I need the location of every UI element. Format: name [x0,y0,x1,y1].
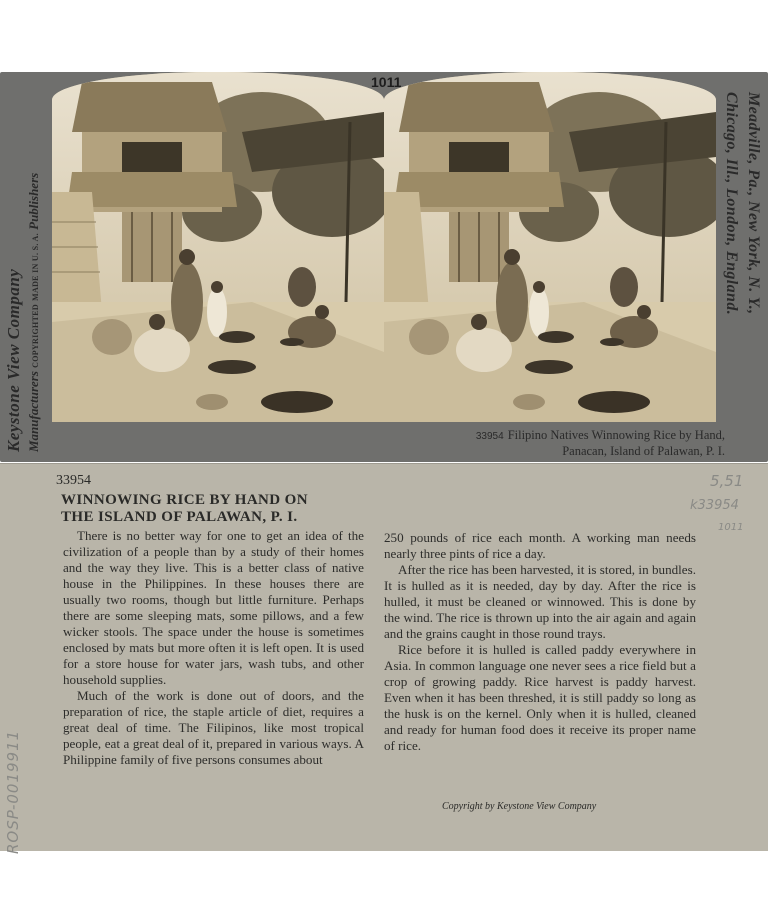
back-title [61,492,371,526]
handwritten-note-1: 5,51 [710,472,744,490]
stereo-photo-right [384,72,716,422]
text-column-right [384,530,696,754]
publisher-imprint-right [714,92,764,452]
copyrighted-label: COPYRIGHTED [31,304,40,368]
title-line2: THE ISLAND OF PALAWAN, P. I. [61,509,298,525]
stereocard-back [0,463,768,854]
back-card-number: 33954 [56,473,91,488]
publisher-cities-line2: Chicago, Ill., London, England. [723,92,740,316]
caption-text-1: Filipino Natives Winnowing Rice by Hand, [507,428,725,442]
caption-number: 33954 [475,431,504,442]
paragraph: 250 pounds of rice each month. A working man needs nearly three pints of rice a day. [384,530,696,561]
handwritten-note-3: 1011 [718,522,744,533]
paragraph: After the rice has been harvested, it is stored, in bundles. It is hulled as it is needed, day by day. After the rice is hulled, it must be cleaned or winnowed. This is done by the wind. The rice is thrown up into the air again and again and the grains caught in those round trays. [384,562,696,641]
caption-line1 [385,428,725,444]
stereo-photo-left [52,72,384,422]
handwritten-accession-text: ROSP-0019911 [4,729,22,854]
handwritten-note-2: k33954 [690,498,739,513]
paragraph: There is no better way for one to get an idea of the civilization of a people than by a study of their homes and the way they live. This is a better class of native house in the Philippines. In these houses there are usually two rooms, though but little furniture. Perhaps there are some sleeping mats, some pillows, and a few wicker stools. The space under the house is sometimes enclosed by mats but more often it is left open. It is used for a store house for water jars, wash tubs, and other household supplies. [63,528,364,687]
publisher-name: Keystone View Company [4,268,23,452]
text-column-left [63,528,364,768]
caption-line2: Panacan, Island of Palawan, P. I. [562,444,725,458]
publishers-label: Publishers [26,172,41,230]
made-in-usa-label: MADE IN U. S. A. [31,233,40,301]
paragraph: Rice before it is hulled is called paddy everywhere in Asia. In common language one never sees a rice field but a crop of growing paddy. Rice harvest is paddy harvest. Even when it has been threshed, it is still paddy so long as the husk is on the kernel. Only when it is hulled, cleaned and ready for human food does it receive its proper name of rice. [384,642,696,753]
manufacturers-label: Manufacturers [26,371,41,452]
publisher-cities-line1: Meadville, Pa., New York, N. Y., [745,92,762,315]
paragraph: Much of the work is done out of doors, and the preparation of rice, the staple article of diet, requires a great deal of time. The Filipinos, like most tropical people, eat a great deal of it, prepared in various ways. A Philippine family of five persons consumes about [63,688,364,767]
stereocard-front [0,72,768,462]
title-line1: WINNOWING RICE BY HAND ON [61,492,308,508]
publisher-imprint-left [4,92,48,452]
copyright-notice: Copyright by Keystone View Company [442,801,597,812]
photo-caption [385,428,725,459]
handwritten-accession-number [4,704,28,854]
card-number: 1011 [371,74,402,90]
publisher-subline [26,92,42,452]
